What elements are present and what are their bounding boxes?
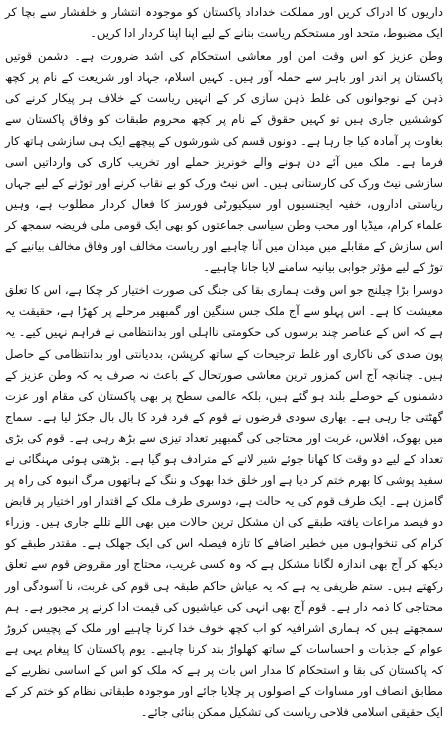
article-paragraph-economy: دوسرا بڑا چیلنج جو اس وقت ہماری بقا کی جنگ کی صورت اختیار کر چکا ہے، اس کا تعلق معیشت کا ہے۔ اس پہلو سے آج ملک جس سنگین اور گمبھیر مرحلے پر کھڑا ہے، حقیقت یہ ہے کہ اس کے عناصر چند برسوں کی حکومتی نااہلی اور بدانتظامی نے فراہم نہیں کیے۔ یہ پون صدی کی ناکاری اور غلط ترجیحات کے ساتھ کرپشن، بددیانتی اور بدانتظامی کے حاصل ہیں۔ چنانچہ آج اس کمزور ترین معاشی صورتحال کے باعث نہ صرف یہ کہ وطن عزیز کے دشمنوں کے حوصلے بلند ہو گئے ہیں، بلکہ عالمی سطح پر بھی پاکستان کی مقام اور عزت گھٹتی جا رہی ہے۔ بھاری سودی قرضوں نے قوم کے فرد فرد کا بال بال جکڑ لیا ہے۔ سماج میں بھوک، افلاس، غربت اور محتاجی کی گمبھیر تعداد تیزی سے بڑھ رہی ہے۔ قوم کی بڑی تعداد کے لیے دو وقت کا کھانا جوئے شیر لانے کے مترادف ہو گیا ہے۔ بڑھتی ہوئی مہنگائی نے سفید پوشی کا بھرم ختم کر دیا ہے اور خلق خدا بھوک و ننگ کے ہاتھوں مرگ انبوہ کی راہ پر گامزن ہے۔ ایک طرف قوم کی یہ حالت ہے، دوسری طرف ملک کے اقتدار اور اختیار پر قابض دو فیصد مراعات یافتہ طبقے کی ان مشکل ترین حالات میں بھی اللے تللے جاری ہیں۔ وزراء کرام کی تنخواہوں میں خطیر اضافے کا تازہ فیصلہ اس کی ایک جھلک ہے۔ مقتدر طبقے کو دیکھ کر آج بھی اندازہ لگانا مشکل ہے کہ وہ کسی غریب، محتاج اور مقروض قوم سے تعلق رکھتے ہیں۔ ستم ظریفی یہ ہے کہ یہ عیاش حاکم طبقہ ہی قوم کی غربت، نا آسودگی اور محتاجی کا ذمہ دار ہے۔ قوم آج بھی انہی کی عیاشیوں کی قیمت ادا کرنے پر مجبور ہے۔ ہم سمجھتے ہیں کہ ہماری اشرافیہ کو اب کچھ خوف خدا کرنا چاہیے اور ملک کے پچیس کروڑ عوام کے جذبات و احساسات کے ساتھ کھلواڑ بند کرنا چاہیے۔ یوم پاکستان کا پیغام یہی ہے کہ پاکستان کی بقا و استحکام کا مدار اس بات پر ہے کہ ملک کو اس کے اساسی نظریے کے مطابق انصاف اور مساوات کے اصولوں پر چلایا جائے اور موجودہ طبقاتی نظام کو ختم کر کے ایک حقیقی اسلامی فلاحی ریاست کی تشکیل ممکن بنائی جائے۔ [5,283,443,720]
article-paragraph-security: وطن عزیز کو اس وقت امن اور معاشی استحکام کی اشد ضرورت ہے۔ دشمن قوتیں پاکستان پر اندر اور باہر سے حملہ آور ہیں۔ کہیں اسلام، جہاد اور شریعت کے نام پر کچھ ذہن کے نوجوانوں کی غلط ذہن سازی کر کے انہیں ریاست کے خلاف ہر پیکار کرنے کی کوششیں جاری ہیں تو کہیں حقوق کے نام پر کچھ محروم طبقات کو وفاق پاکستان سے بغاوت پر آمادہ کیا جا رہا ہے۔ دونوں قسم کی شورشوں کے پیچھے ایک ہی سازشی ہاتھ کار فرما ہے۔ ملک میں آئے دن ہونے والے خونریز حملے اور تخریب کاری کی وارداتیں اسی سازشی نیٹ ورک کی کارستانی ہیں۔ اس نیٹ ورک کو بے نقاب کرنے اور توڑنے کے لیے جہاں ریاستی اداروں، خفیہ ایجنسیوں اور سیکیورٹی فورسز کا فعال کردار مطلوب ہے، وہیں علماء کرام، میڈیا اور محب وطن سیاسی جماعتوں کو بھی ایک قومی ملی فریضہ سمجھ کر اس سازش کے مقابلے میں میدان میں آنا چاہیے اور ریاست مخالف اور وفاق مخالف بیانیے کے توڑ کے لیے مؤثر جوابی بیانیہ سامنے لایا جانا چاہیے۔ [5,49,443,275]
article-paragraph-intro: داریوں کا ادراک کریں اور مملکت خداداد پاکستان کو موجودہ انتشار و خلفشار سے بچا کر ایک مضبوط، متحد اور مستحکم ریاست بنانے کے لیے اپنا اپنا کردار ادا کریں۔ [5,5,443,41]
